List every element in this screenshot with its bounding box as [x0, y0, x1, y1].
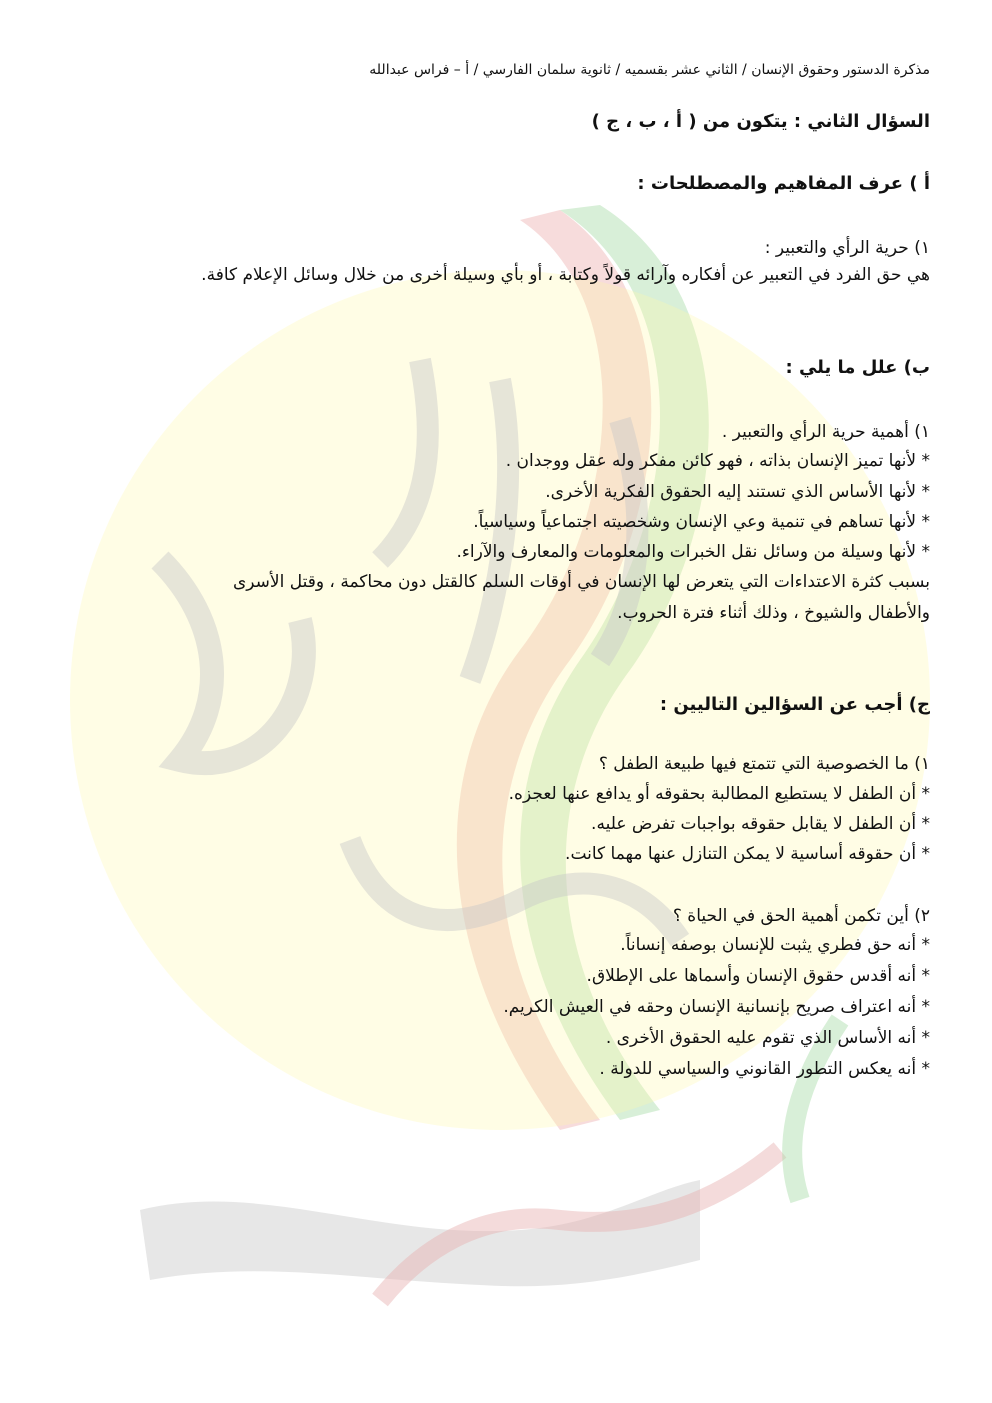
section-a-item-text: هي حق الفرد في التعبير عن أفكاره وآرائه قولاً وكتابة ، أو بأي وسيلة أخرى من خلال وسائل الإعلام كافة. [201, 265, 930, 285]
section-c-q1-bullet: * أن الطفل لا يقابل حقوقه بواجبات تفرض عليه. [40, 812, 930, 836]
section-c-q2-bullet: * أنه حق فطري يثبت للإنسان بوصفه إنساناً. [40, 933, 930, 957]
section-c-q2-title: ٢) أين تكمن أهمية الحق في الحياة ؟ [672, 906, 930, 926]
section-b-bullet: * لأنها تميز الإنسان بذاته ، فهو كائن مفكر وله عقل ووجدان . [40, 449, 930, 473]
section-a-title: أ ) عرف المفاهيم والمصطلحات : [637, 173, 930, 194]
section-c-q2-bullet: * أنه يعكس التطور القانوني والسياسي للدولة . [40, 1057, 930, 1081]
section-c-q2-bullet: * أنه اعتراف صريح بإنسانية الإنسان وحقه في العيش الكريم. [40, 995, 930, 1019]
question-title: السؤال الثاني : يتكون من ( أ ، ب ، ج ) [591, 111, 930, 132]
section-b-extra-line: بسبب كثرة الاعتداءات التي يتعرض لها الإنسان في أوقات السلم كالقتل دون محاكمة ، وقتل الأسرى [232, 572, 930, 592]
section-b-item-title: ١) أهمية حرية الرأي والتعبير . [721, 422, 930, 442]
section-c-title: ج) أجب عن السؤالين التاليين : [659, 694, 930, 715]
page-header: مذكرة الدستور وحقوق الإنسان / الثاني عشر بقسميه / ثانوية سلمان الفارسي / أ – فراس عبدالله [369, 62, 930, 78]
section-c-q2-bullet: * أنه الأساس الذي تقوم عليه الحقوق الأخرى . [40, 1026, 930, 1050]
section-c-q1-bullet: * أن حقوقه أساسية لا يمكن التنازل عنها مهما كانت. [40, 842, 930, 866]
section-b-extra-line: والأطفال والشيوخ ، وذلك أثناء فترة الحروب. [617, 603, 930, 623]
section-b-bullet: * لأنها تساهم في تنمية وعي الإنسان وشخصيته اجتماعياً وسياسياً. [40, 510, 930, 534]
section-b-title: ب) علل ما يلي : [785, 357, 930, 378]
section-b-bullet: * لأنها الأساس الذي تستند إليه الحقوق الفكرية الأخرى. [40, 480, 930, 504]
section-c-q1-bullet: * أن الطفل لا يستطيع المطالبة بحقوقه أو يدافع عنها لعجزه. [40, 782, 930, 806]
section-c-q1-title: ١) ما الخصوصية التي تتمتع فيها طبيعة الطفل ؟ [598, 754, 930, 774]
section-b-bullet: * لأنها وسيلة من وسائل نقل الخبرات والمعلومات والمعارف والآراء. [40, 540, 930, 564]
section-c-q2-bullet: * أنه أقدس حقوق الإنسان وأسماها على الإطلاق. [40, 964, 930, 988]
section-a-item-title: ١) حرية الرأي والتعبير : [764, 238, 930, 258]
